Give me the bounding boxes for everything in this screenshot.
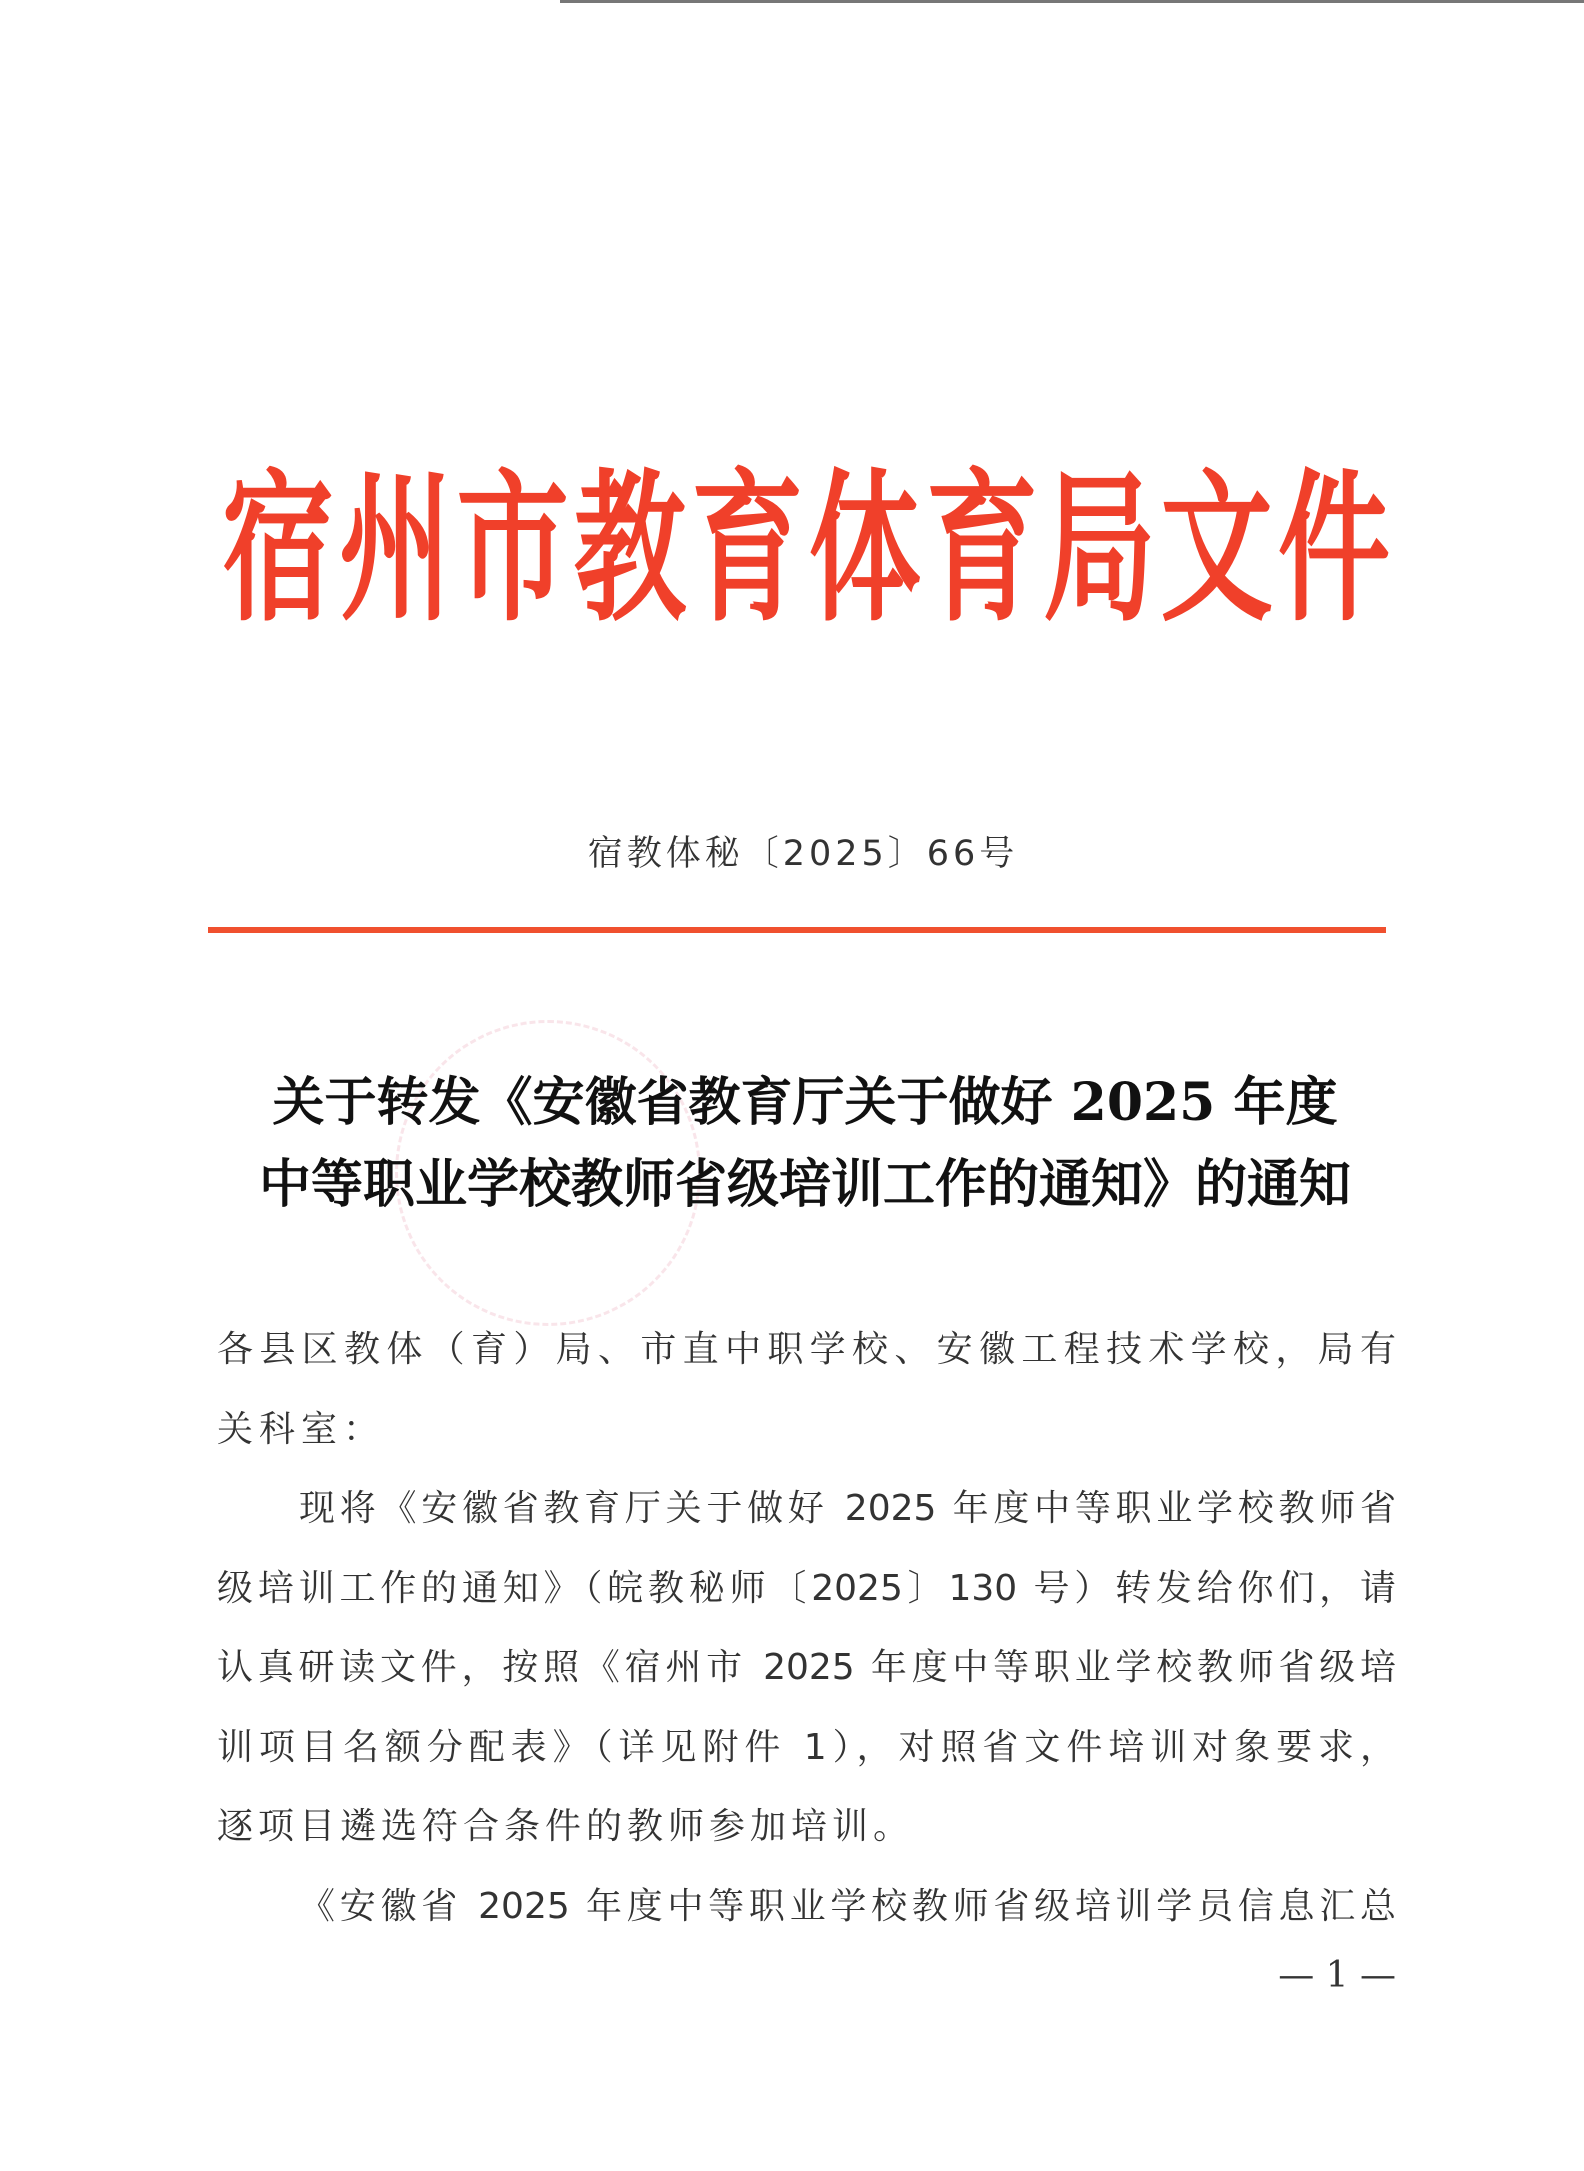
red-divider [208, 927, 1386, 933]
body-line: 各县区教体（育）局、市直中职学校、安徽工程技术学校，局有 [217, 1329, 1396, 1370]
document-number: 宿教体秘〔2025〕66号 [587, 834, 1019, 874]
body-line: 训项目名额分配表》（详见附件 1），对照省文件培训对象要求， [217, 1726, 1396, 1768]
document-header: 宿州市教育体育局文件 [222, 455, 1392, 645]
body-line: 现将《安徽省教育厅关于做好 2025 年度中等职业学校教师省 [299, 1488, 1396, 1529]
document-title-line-2: 中等职业学校教师省级培训工作的通知》的通知 [258, 1154, 1351, 1215]
scan-edge [560, 0, 1584, 3]
body-line: 认真研读文件，按照《宿州市 2025 年度中等职业学校教师省级培 [217, 1647, 1396, 1688]
body-line: 《安徽省 2025 年度中等职业学校教师省级培训学员信息汇总 [299, 1885, 1396, 1927]
body-line: 关科室： [217, 1408, 386, 1450]
page-number: — 1 — [1278, 1955, 1396, 1996]
body-line: 级培训工作的通知》（皖教秘师〔2025〕130 号）转发给你们，请 [217, 1567, 1396, 1609]
document-body [217, 1310, 1396, 1946]
body-line: 逐项目遴选符合条件的教师参加培训。 [217, 1806, 915, 1847]
document-title-line-1: 关于转发《安徽省教育厅关于做好 2025 年度 [272, 1072, 1338, 1133]
